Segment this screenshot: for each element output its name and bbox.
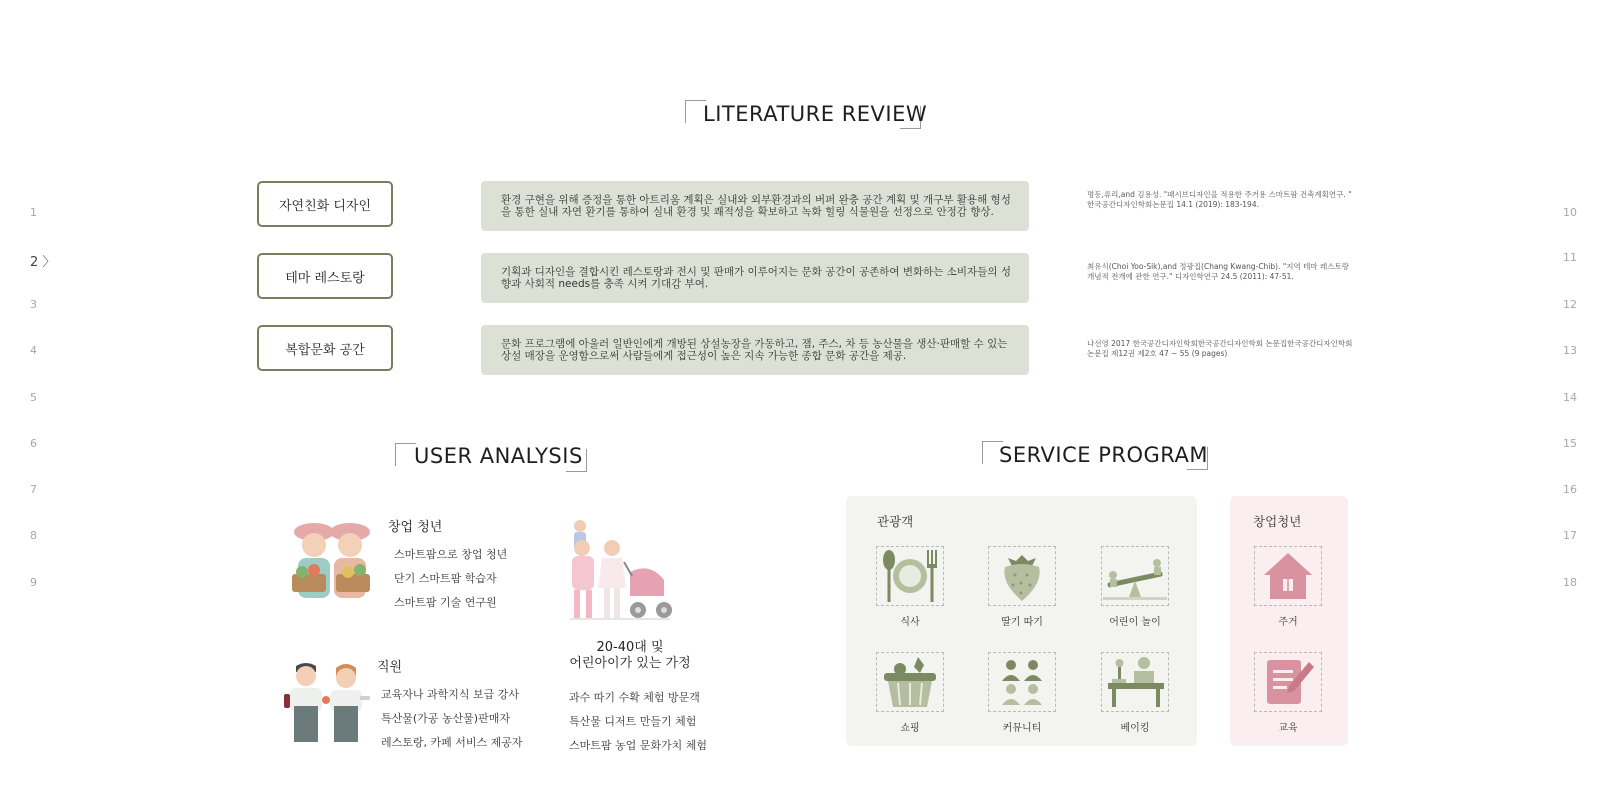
- seesaw-icon: [1103, 551, 1167, 601]
- document-pen-icon: [1261, 656, 1315, 708]
- lr-description-text: 문화 프로그램에 아울러 일반인에게 개방된 상설농장을 가동하고, 잼, 주스, 차 등 농산물을 생산·판매할 수 있는 상설 매장을 운영함으로써 사람들에게 접근성이 높은 지속 가능한 종합 문화 공간을 제공.: [501, 338, 1008, 362]
- lr-description-text: 환경 구현을 위해 증정을 통한 아트리움 계획은 실내와 외부환경과의 버퍼 완충 공간 계획 및 개구부 활용해 형성을 통한 실내 자연 환기를 통하여 실내 환경 및 쾌적성을 확보하고 녹화 힐링 식물원을 선정으로 안정감 향상.: [501, 194, 1011, 218]
- page-number[interactable]: 18: [1563, 576, 1577, 589]
- basket-icon: [882, 655, 938, 709]
- strawberry-icon: [997, 549, 1047, 603]
- service-item-kids-play: [1101, 546, 1169, 606]
- lr-label-complex-culture: 복합문화 공간: [257, 325, 393, 371]
- service-item-label: 딸기 따기: [1001, 617, 1043, 628]
- lr-reference: 최유식(Choi Yoo-Sik),and 정광집(Chang Kwang-Chib). "지역 테마 레스토랑 개념적 전개에 관한 연구." 디자인학연구 24.5 (2011): 47-51.: [1087, 262, 1350, 281]
- page-number[interactable]: 14: [1563, 391, 1577, 404]
- page-number[interactable]: 6: [30, 437, 37, 450]
- ua-item: 스마트팜 농업 문화가치 체험: [569, 739, 708, 752]
- service-item-education: [1254, 652, 1322, 712]
- staff-illustration: [280, 660, 372, 744]
- service-program-title: SERVICE PROGRAM: [999, 443, 1208, 467]
- ua-group-title: 창업 청년: [388, 520, 443, 535]
- ua-group-title: 직원: [377, 660, 403, 675]
- page-number[interactable]: 9: [30, 576, 37, 589]
- ua-item: 과수 따기 수확 체험 방문객: [569, 691, 700, 704]
- service-item-strawberry: [988, 546, 1056, 606]
- page-number[interactable]: 7: [30, 483, 37, 496]
- service-item-label: 교육: [1278, 723, 1298, 734]
- service-item-dining: [876, 546, 944, 606]
- service-item-housing: [1254, 546, 1322, 606]
- page-number[interactable]: 16: [1563, 483, 1577, 496]
- dining-icon: [880, 548, 940, 604]
- lr-description-text: 기획과 디자인을 결합시킨 레스토랑과 전시 및 판매가 이루어지는 문화 공간이 공존하여 변화하는 소비자들의 성향과 사회적 needs를 충족 시켜 기대감 부여.: [501, 266, 1011, 290]
- service-item-community: [988, 652, 1056, 712]
- page-number[interactable]: 1: [30, 206, 37, 219]
- lr-reference: 명동,류리,and 김용성. "패시브디자인을 적용한 주거용 스마트팜 건축계획연구. " 한국공간디자인학회논문집 14.1 (2019): 183-194.: [1087, 190, 1352, 209]
- family-illustration: [560, 518, 680, 622]
- lr-label-nature-design: 자연친화 디자인: [257, 181, 393, 227]
- house-icon: [1262, 551, 1314, 601]
- page-number[interactable]: 3: [30, 298, 37, 311]
- user-analysis-title: USER ANALYSIS: [414, 444, 583, 468]
- service-item-label: 주거: [1278, 617, 1298, 628]
- chevron-right-icon: 〉: [42, 255, 56, 270]
- service-item-shopping: [876, 652, 944, 712]
- page-number[interactable]: 5: [30, 391, 37, 404]
- service-category: 창업청년: [1253, 514, 1302, 529]
- page-number-active[interactable]: 2 〉: [30, 255, 56, 270]
- ua-item: 특산물 디저트 만들기 체험: [569, 715, 697, 728]
- service-item-label: 베이킹: [1120, 723, 1150, 734]
- service-item-baking: [1101, 652, 1169, 712]
- ua-item: 레스토랑, 카페 서비스 제공자: [381, 736, 523, 749]
- page-number[interactable]: 11: [1563, 251, 1577, 264]
- service-item-label: 쇼핑: [900, 723, 920, 734]
- young-farmers-illustration: [286, 518, 378, 602]
- title-bracket-left: [395, 443, 416, 466]
- lr-description: [481, 253, 1029, 303]
- page-number[interactable]: 13: [1563, 344, 1577, 357]
- ua-group-title: 20-40대 및 어린아이가 있는 가정: [569, 640, 691, 671]
- baking-icon: [1104, 655, 1166, 709]
- ua-item: 특산물(가공 농산물)판매자: [381, 712, 510, 725]
- page-number[interactable]: 15: [1563, 437, 1577, 450]
- ua-item: 교육자나 과학지식 보급 강사: [381, 688, 520, 701]
- service-item-label: 식사: [900, 617, 920, 628]
- lr-reference: 나선영 2017 한국공간디자인학회한국공간디자인학회 논문집한국공간디자인학회 논문집 제12권 제2호 47 ~ 55 (9 pages): [1087, 339, 1353, 358]
- page-number[interactable]: 4: [30, 344, 37, 357]
- ua-item: 스마트팜으로 창업 청년: [394, 548, 508, 561]
- service-category: 관광객: [877, 514, 914, 529]
- ua-item: 단기 스마트팜 학습자: [394, 572, 497, 585]
- community-icon: [997, 657, 1047, 707]
- service-item-label: 커뮤니티: [1002, 723, 1042, 734]
- ua-item: 스마트팜 기술 연구원: [394, 596, 497, 609]
- page-number[interactable]: 12: [1563, 298, 1577, 311]
- page-number[interactable]: 17: [1563, 529, 1577, 542]
- page-number[interactable]: 10: [1563, 206, 1577, 219]
- service-item-label: 어린이 놀이: [1109, 617, 1161, 628]
- lr-label-theme-restaurant: 테마 레스토랑: [257, 253, 393, 299]
- page-number[interactable]: 8: [30, 529, 37, 542]
- lr-description: [481, 325, 1029, 375]
- literature-review-title: LITERATURE REVIEW: [703, 102, 928, 126]
- lr-description: [481, 181, 1029, 231]
